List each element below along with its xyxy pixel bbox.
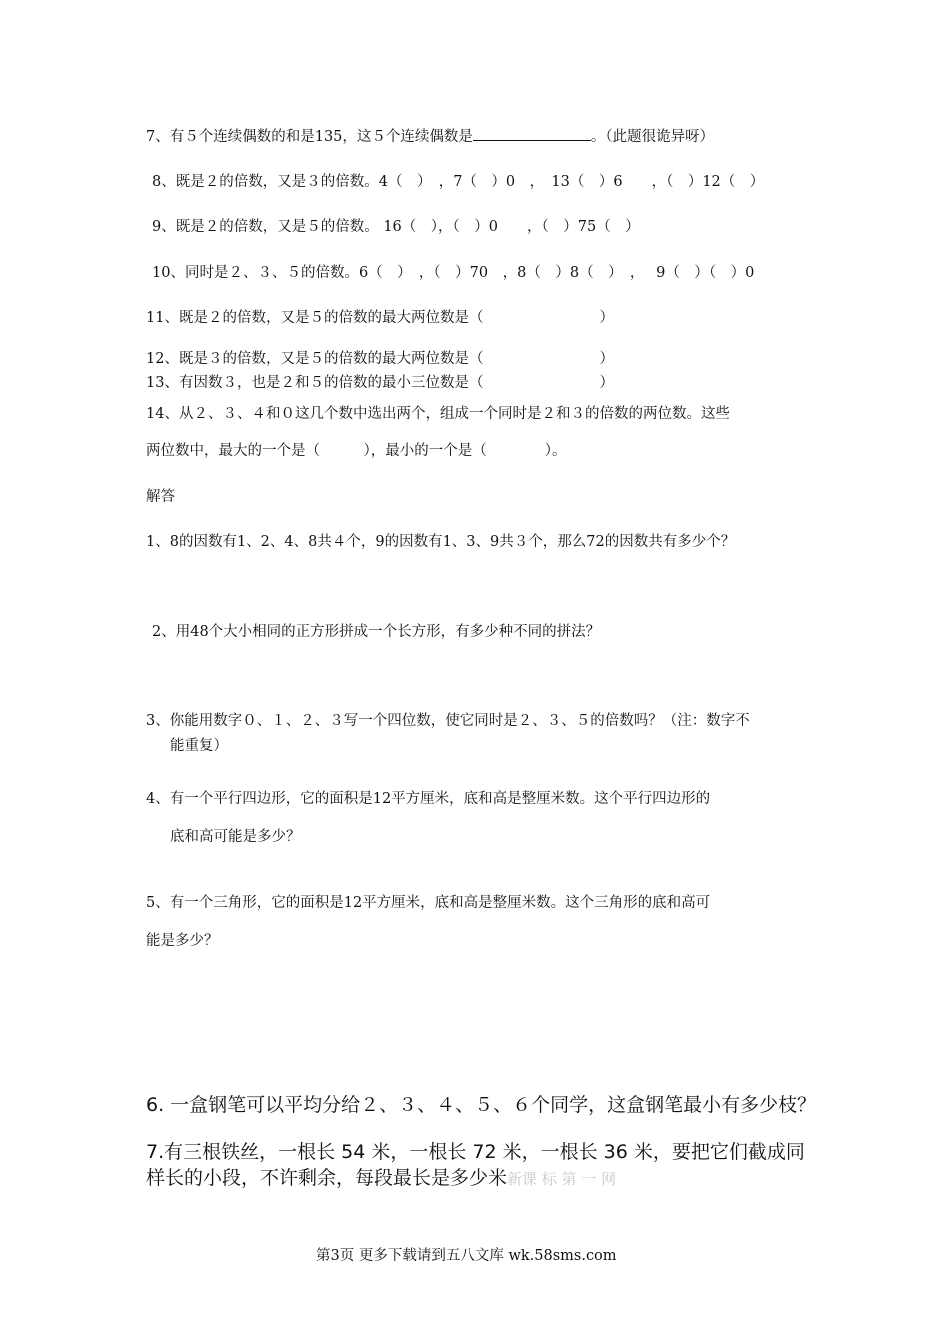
question-9: 9、既是２的倍数，又是５的倍数。 16（ ），（ ）0 ，（ ）75（ ） (152, 219, 640, 235)
problem-3-line1: 3、你能用数字０、１、２、３写一个四位数，使它同时是２、３、５的倍数吗？（注：数字不 (146, 713, 750, 729)
question-14-line1: 14、从２、３、４和０这几个数中选出两个，组成一个同时是２和３的倍数的两位数。这些 (146, 406, 730, 422)
question-12: 12、既是３的倍数，又是５的倍数的最大两位数是（ ） (146, 351, 614, 367)
watermark: 新课 标 第 一 网 (507, 1170, 617, 1188)
answers-heading: 解答 (146, 489, 175, 505)
page-footer: 第3页 更多下载请到五八文库 wk.58sms.com (316, 1248, 617, 1264)
answer-blank (473, 127, 591, 141)
question-7-note: 。（此题很诡异呀） (590, 129, 715, 145)
question-11: 11、既是２的倍数，又是５的倍数的最大两位数是（ ） (146, 310, 614, 326)
problem-5-line1: 5、有一个三角形，它的面积是12平方厘米，底和高是整厘米数。这个三角形的底和高可 (146, 895, 711, 911)
problem-3-line2: 能重复） (170, 738, 228, 754)
question-8: 8、既是２的倍数，又是３的倍数。4（ ） ，7（ ）0 ， 13（ ）6 ，（ ）12（ ） (152, 174, 765, 190)
question-7 (146, 127, 714, 147)
problem-7-line1: 7.有三根铁丝，一根长 54 米，一根长 72 米，一根长 36 米，要把它们截成同 (146, 1141, 805, 1163)
problem-6: 6. 一盒钢笔可以平均分给２、３、４、５、６个同学，这盒钢笔最小有多少枝？ (146, 1094, 817, 1116)
question-7-text: 7、有５个连续偶数的和是135，这５个连续偶数是 (146, 129, 473, 145)
problem-4-line1: 4、有一个平行四边形，它的面积是12平方厘米，底和高是整厘米数。这个平行四边形的 (146, 791, 711, 807)
problem-5-line2: 能是多少？ (146, 933, 219, 949)
question-13: 13、有因数３，也是２和５的倍数的最小三位数是（ ） (146, 375, 614, 391)
question-10: 10、同时是２、３、５的倍数。6（ ） ，（ ）70 ，8（ ）8（ ） ， 9（ ）（ ）0 (152, 265, 755, 281)
problem-7-text: 样长的小段，不许剩余，每段最长是多少米 (146, 1167, 508, 1189)
problem-2: 2、用48个大小相同的正方形拼成一个长方形，有多少种不同的拼法？ (152, 624, 601, 640)
problem-1: 1、8的因数有1、2、4、8共４个，9的因数有1、3、9共３个，那么72的因数共有多少个？ (146, 534, 736, 550)
question-14-line2: 两位数中，最大的一个是（ ），最小的一个是（ ）。 (146, 443, 567, 459)
problem-7-line2 (146, 1165, 616, 1192)
problem-4-line2: 底和高可能是多少？ (170, 829, 301, 845)
